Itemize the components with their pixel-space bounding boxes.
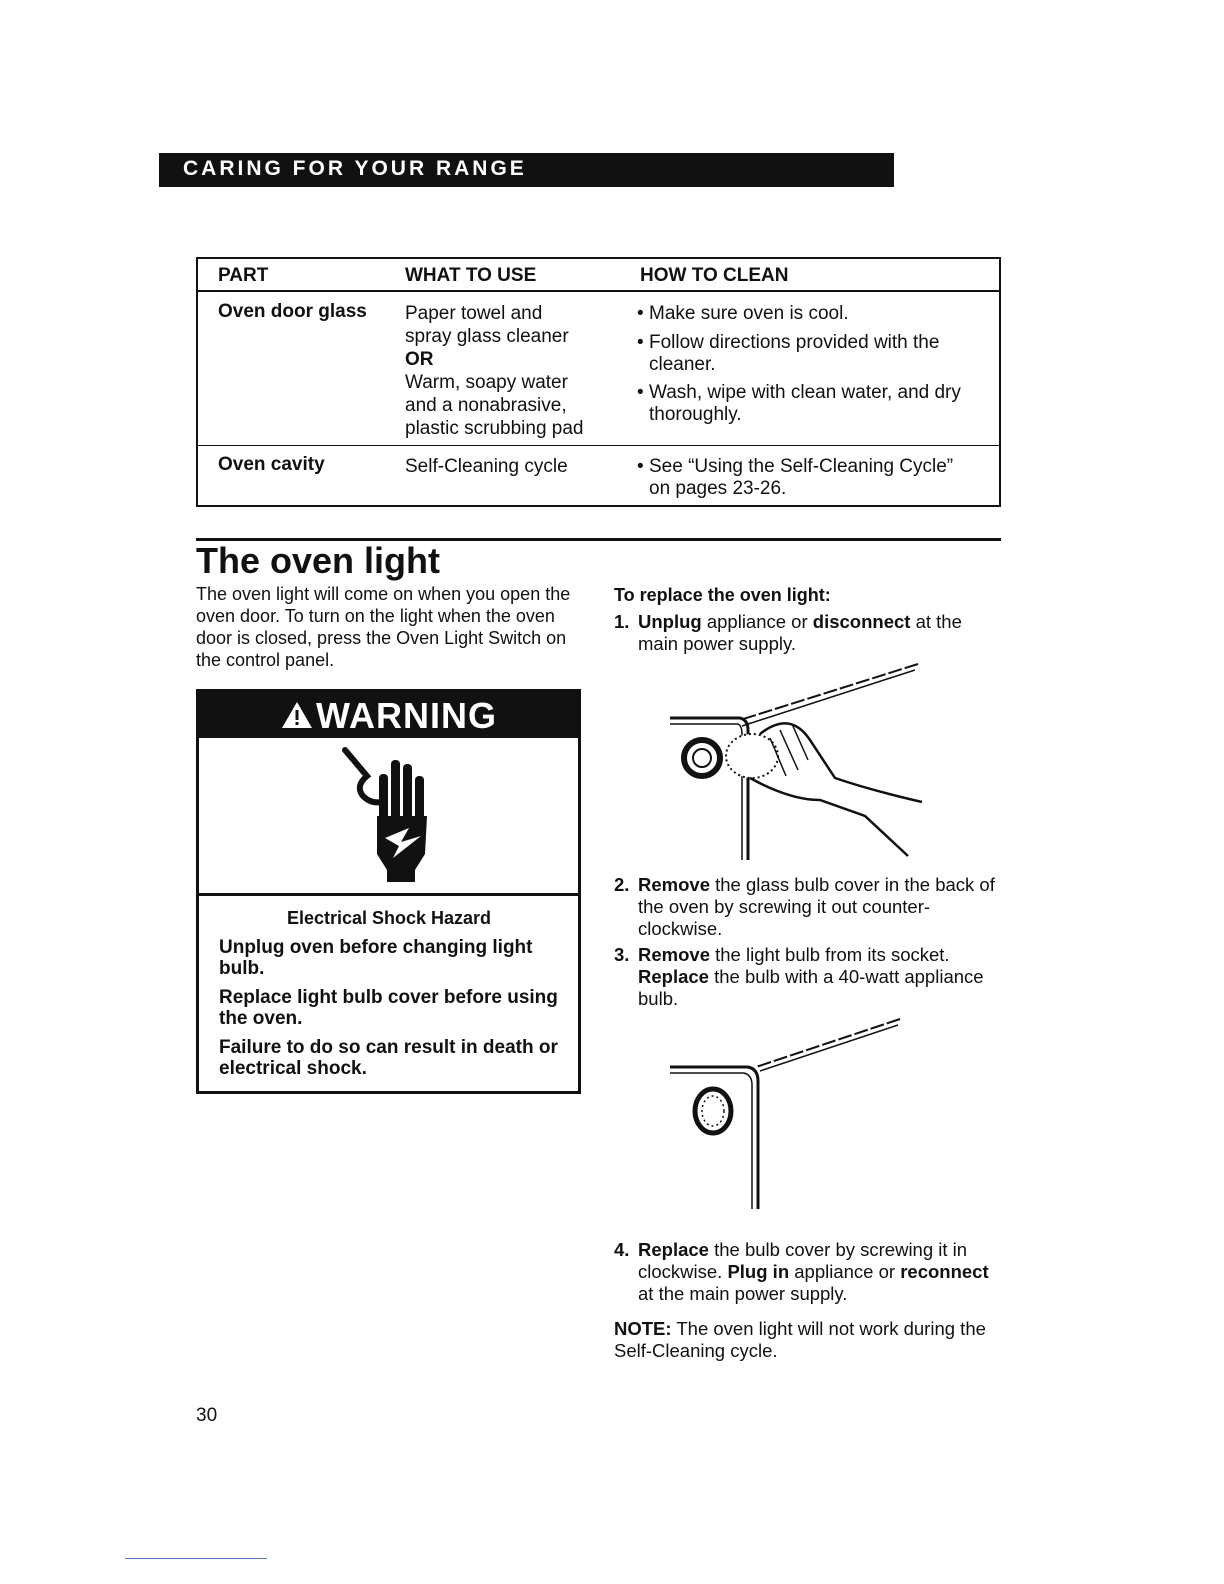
row1-how-item: • Make sure oven is cool. <box>637 303 849 324</box>
warning-header: WARNING <box>199 692 578 738</box>
row1-use-line5: and a nonabrasive, <box>405 395 567 416</box>
row1-part: Oven door glass <box>218 301 367 322</box>
note-paragraph: NOTE: The oven light will not work during the Self-Cleaning cycle. <box>614 1318 986 1361</box>
intro-paragraph: The oven light will come on when you open the oven door. To turn on the light when the oven door is closed, press the Oven Light Switch on the control panel. <box>196 584 571 670</box>
row1-use-line1: Paper towel and <box>405 303 543 324</box>
table-row-divider <box>198 445 999 446</box>
warning-hazard-title: Electrical Shock Hazard <box>286 908 492 928</box>
warning-triangle-icon <box>280 700 314 730</box>
row2-how-item: • See “Using the Self-Cleaning Cycle” on pages 23-26. <box>637 456 954 499</box>
table-header-row <box>198 259 999 292</box>
warning-line: Failure to do so can result in death or electrical shock. <box>219 1037 558 1079</box>
section-header-bar <box>159 153 894 187</box>
footer-divider <box>125 1558 267 1559</box>
cleaning-table <box>196 257 1001 507</box>
row2-part: Oven cavity <box>218 454 325 475</box>
row1-how-item: • Wash, wipe with clean water, and dry thoroughly. <box>637 382 961 425</box>
page-title: The oven light <box>196 540 441 581</box>
row1-how-item: • Follow directions provided with the cleaner. <box>637 332 940 375</box>
col-header-what-to-use: WHAT TO USE <box>405 265 537 286</box>
col-header-how-to-clean: HOW TO CLEAN <box>640 265 789 286</box>
steps-title: To replace the oven light: <box>614 585 831 605</box>
row2-use: Self-Cleaning cycle <box>405 456 568 477</box>
section-title: CARING FOR YOUR RANGE <box>183 157 527 180</box>
warning-body <box>219 908 559 1087</box>
row1-use-line4: Warm, soapy water <box>405 372 568 393</box>
warning-line: Unplug oven before changing light bulb. <box>219 937 533 979</box>
row1-use-line6: plastic scrubbing pad <box>405 418 584 439</box>
warning-box <box>196 689 581 1094</box>
warning-pictogram-area <box>199 738 578 896</box>
bulb-socket-illustration <box>666 1015 916 1215</box>
page-number: 30 <box>196 1405 218 1426</box>
electric-shock-hand-icon <box>337 746 447 886</box>
row1-use-or: OR <box>405 349 434 370</box>
col-header-part: PART <box>218 265 269 286</box>
warning-line: Replace light bulb cover before using the oven. <box>219 987 558 1029</box>
row1-use-line2: spray glass cleaner <box>405 326 569 347</box>
hand-removing-bulb-cover-illustration <box>660 660 940 870</box>
